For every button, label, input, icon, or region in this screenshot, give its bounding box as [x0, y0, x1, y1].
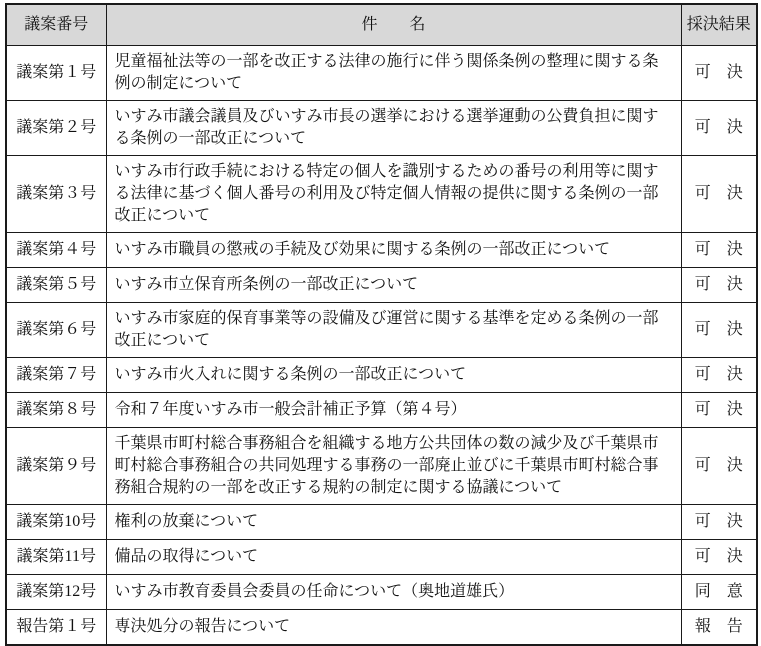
- title-cell: いすみ市立保育所条例の一部改正について: [106, 268, 681, 303]
- agenda-results-table: [5, 3, 758, 646]
- table-row: [6, 505, 757, 540]
- bill-number-cell: 報告第１号: [6, 610, 106, 646]
- result-cell: 可 決: [681, 393, 757, 428]
- result-cell: 可 決: [681, 233, 757, 268]
- table-row: [6, 428, 757, 505]
- column-header-vote-result: 採決結果: [681, 4, 757, 46]
- bill-number-cell: 議案第６号: [6, 303, 106, 358]
- table-row: [6, 46, 757, 101]
- bill-number-cell: 議案第８号: [6, 393, 106, 428]
- table-row: [6, 268, 757, 303]
- result-cell: 可 決: [681, 358, 757, 393]
- bill-number-cell: 議案第12号: [6, 575, 106, 610]
- result-cell: 可 決: [681, 540, 757, 575]
- column-header-title: 件 名: [106, 4, 681, 46]
- table-row: [6, 233, 757, 268]
- bill-number-cell: 議案第10号: [6, 505, 106, 540]
- result-cell: 同 意: [681, 575, 757, 610]
- result-cell: 可 決: [681, 505, 757, 540]
- title-cell: いすみ市火入れに関する条例の一部改正について: [106, 358, 681, 393]
- result-cell: 可 決: [681, 268, 757, 303]
- bill-number-cell: 議案第４号: [6, 233, 106, 268]
- title-cell: いすみ市行政手続における特定の個人を識別するための番号の利用等に関する法律に基づく個人番号の利用及び特定個人情報の提供に関する条例の一部改正について: [106, 156, 681, 233]
- bill-number-cell: 議案第２号: [6, 101, 106, 156]
- title-cell: 児童福祉法等の一部を改正する法律の施行に伴う関係条例の整理に関する条例の制定について: [106, 46, 681, 101]
- bill-number-cell: 議案第３号: [6, 156, 106, 233]
- result-cell: 可 決: [681, 101, 757, 156]
- result-cell: 可 決: [681, 156, 757, 233]
- table-row: [6, 393, 757, 428]
- bill-number-cell: 議案第11号: [6, 540, 106, 575]
- result-cell: 報 告: [681, 610, 757, 646]
- table-row: [6, 156, 757, 233]
- result-cell: 可 決: [681, 428, 757, 505]
- table-row: [6, 358, 757, 393]
- bill-number-cell: 議案第５号: [6, 268, 106, 303]
- bill-number-cell: 議案第７号: [6, 358, 106, 393]
- bill-number-cell: 議案第１号: [6, 46, 106, 101]
- bill-number-cell: 議案第９号: [6, 428, 106, 505]
- title-cell: いすみ市議会議員及びいすみ市長の選挙における選挙運動の公費負担に関する条例の一部改正について: [106, 101, 681, 156]
- title-cell: いすみ市教育委員会委員の任命について（奥地道雄氏）: [106, 575, 681, 610]
- header-row: [6, 4, 757, 46]
- result-cell: 可 決: [681, 303, 757, 358]
- title-cell: 権利の放棄について: [106, 505, 681, 540]
- column-header-bill-number: 議案番号: [6, 4, 106, 46]
- title-cell: いすみ市職員の懲戒の手続及び効果に関する条例の一部改正について: [106, 233, 681, 268]
- title-cell: いすみ市家庭的保育事業等の設備及び運営に関する基準を定める条例の一部改正について: [106, 303, 681, 358]
- table-body: [6, 46, 757, 646]
- table-row: [6, 101, 757, 156]
- title-cell: 千葉県市町村総合事務組合を組織する地方公共団体の数の減少及び千葉県市町村総合事務組合の共同処理する事務の一部廃止並びに千葉県市町村総合事務組合規約の一部を改正する規約の制定に関する協議について: [106, 428, 681, 505]
- title-cell: 令和７年度いすみ市一般会計補正予算（第４号）: [106, 393, 681, 428]
- title-cell: 備品の取得について: [106, 540, 681, 575]
- result-cell: 可 決: [681, 46, 757, 101]
- table-row: [6, 303, 757, 358]
- table-row: [6, 610, 757, 646]
- table-row: [6, 575, 757, 610]
- table-row: [6, 540, 757, 575]
- title-cell: 専決処分の報告について: [106, 610, 681, 646]
